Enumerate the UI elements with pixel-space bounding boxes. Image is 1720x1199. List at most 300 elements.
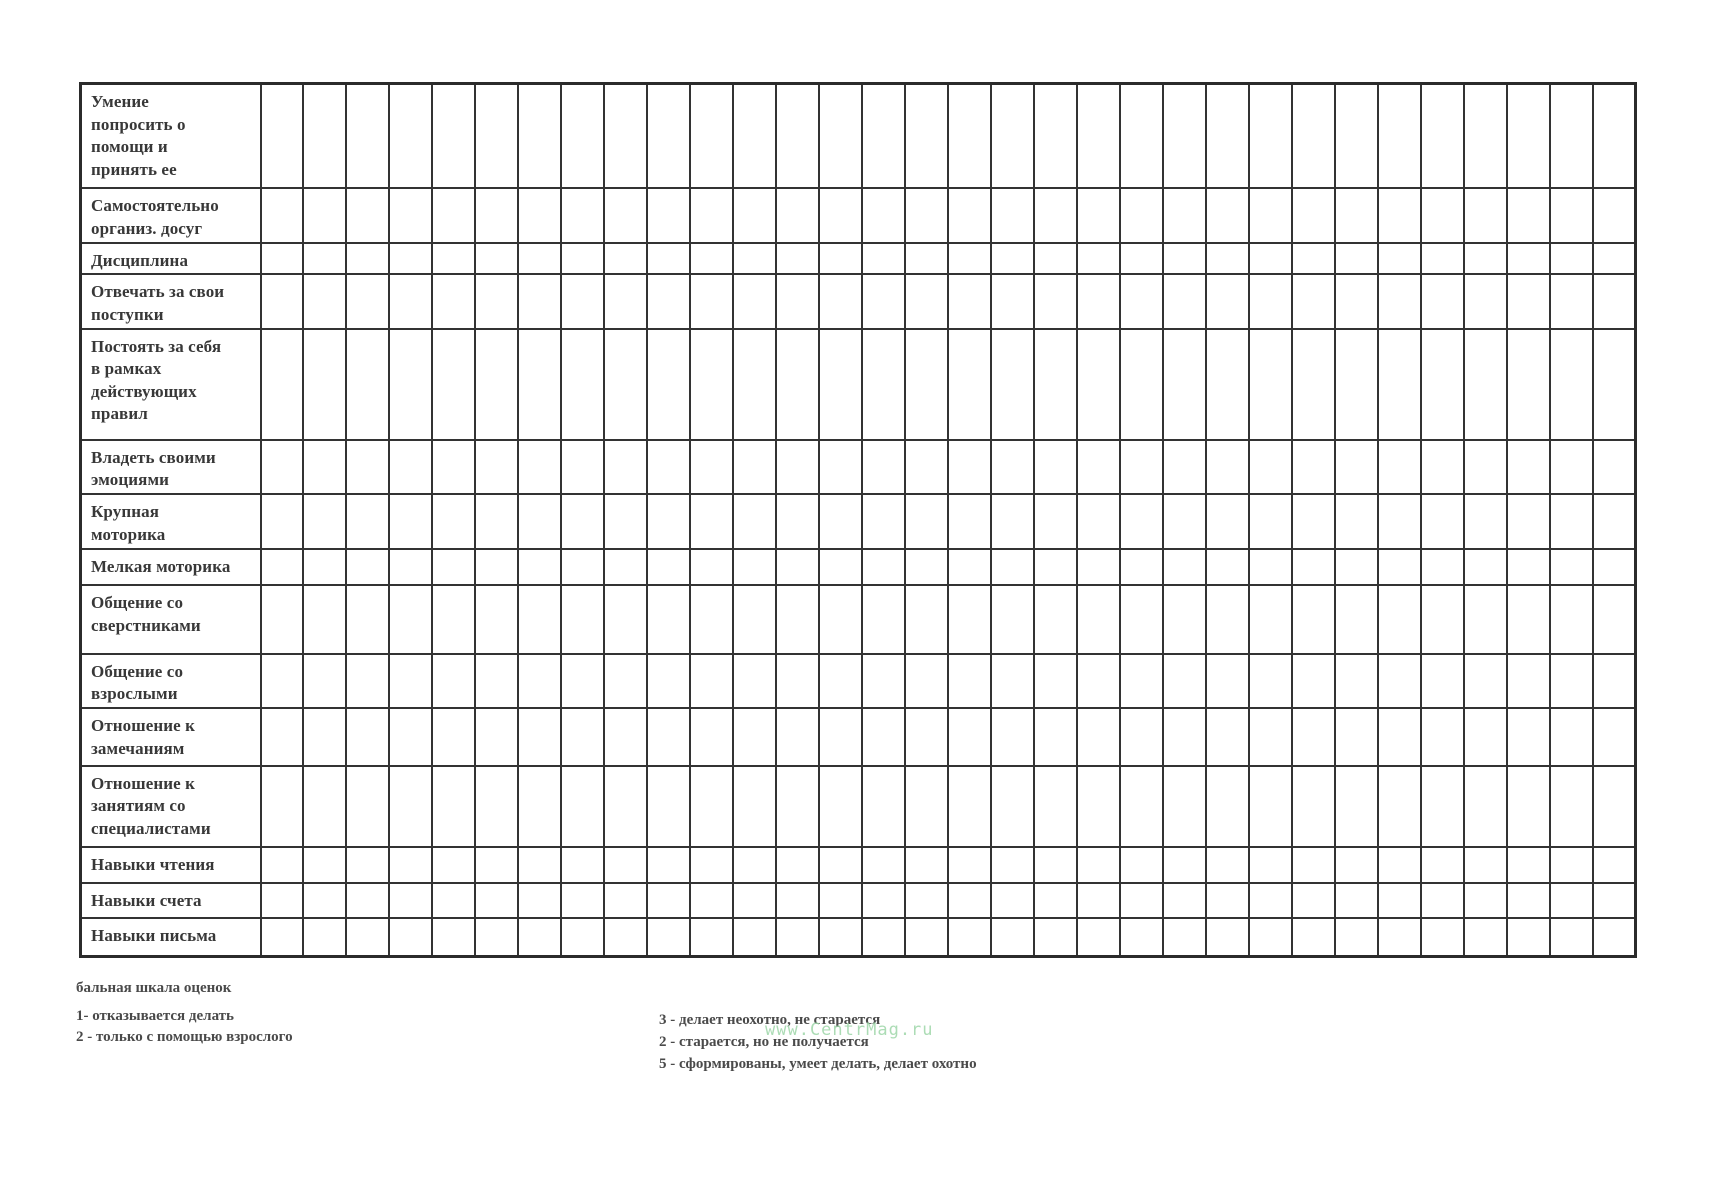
grid-cell[interactable]: [475, 243, 518, 274]
grid-cell[interactable]: [1163, 188, 1206, 242]
grid-cell[interactable]: [1593, 84, 1636, 189]
grid-cell[interactable]: [346, 585, 389, 654]
grid-cell[interactable]: [1292, 329, 1335, 440]
grid-cell[interactable]: [1593, 243, 1636, 274]
grid-cell[interactable]: [819, 654, 862, 708]
grid-cell[interactable]: [1120, 918, 1163, 957]
grid-cell[interactable]: [819, 766, 862, 848]
grid-cell[interactable]: [432, 585, 475, 654]
grid-cell[interactable]: [1335, 654, 1378, 708]
grid-cell[interactable]: [389, 918, 432, 957]
grid-cell[interactable]: [1120, 494, 1163, 548]
grid-cell[interactable]: [1034, 585, 1077, 654]
grid-cell[interactable]: [733, 274, 776, 328]
grid-cell[interactable]: [346, 847, 389, 882]
grid-cell[interactable]: [1421, 243, 1464, 274]
grid-cell[interactable]: [1593, 766, 1636, 848]
grid-cell[interactable]: [819, 883, 862, 918]
grid-cell[interactable]: [604, 847, 647, 882]
grid-cell[interactable]: [1292, 847, 1335, 882]
grid-cell[interactable]: [690, 440, 733, 494]
grid-cell[interactable]: [948, 84, 991, 189]
grid-cell[interactable]: [261, 766, 304, 848]
grid-cell[interactable]: [389, 549, 432, 585]
grid-cell[interactable]: [518, 654, 561, 708]
grid-cell[interactable]: [1550, 329, 1593, 440]
grid-cell[interactable]: [518, 585, 561, 654]
grid-cell[interactable]: [862, 188, 905, 242]
grid-cell[interactable]: [1421, 766, 1464, 848]
grid-cell[interactable]: [346, 708, 389, 766]
grid-cell[interactable]: [862, 84, 905, 189]
grid-cell[interactable]: [1077, 84, 1120, 189]
grid-cell[interactable]: [690, 243, 733, 274]
grid-cell[interactable]: [1507, 243, 1550, 274]
grid-cell[interactable]: [905, 84, 948, 189]
grid-cell[interactable]: [1292, 274, 1335, 328]
grid-cell[interactable]: [432, 847, 475, 882]
grid-cell[interactable]: [647, 329, 690, 440]
grid-cell[interactable]: [1550, 883, 1593, 918]
grid-cell[interactable]: [690, 549, 733, 585]
grid-cell[interactable]: [1077, 585, 1120, 654]
grid-cell[interactable]: [1206, 188, 1249, 242]
grid-cell[interactable]: [1464, 494, 1507, 548]
grid-cell[interactable]: [905, 847, 948, 882]
grid-cell[interactable]: [1507, 494, 1550, 548]
grid-cell[interactable]: [561, 766, 604, 848]
grid-cell[interactable]: [1163, 847, 1206, 882]
grid-cell[interactable]: [1120, 329, 1163, 440]
grid-cell[interactable]: [1292, 654, 1335, 708]
grid-cell[interactable]: [819, 84, 862, 189]
grid-cell[interactable]: [1378, 708, 1421, 766]
grid-cell[interactable]: [1120, 243, 1163, 274]
grid-cell[interactable]: [303, 188, 346, 242]
grid-cell[interactable]: [819, 494, 862, 548]
grid-cell[interactable]: [1507, 549, 1550, 585]
grid-cell[interactable]: [1464, 188, 1507, 242]
grid-cell[interactable]: [518, 494, 561, 548]
grid-cell[interactable]: [561, 440, 604, 494]
grid-cell[interactable]: [432, 883, 475, 918]
grid-cell[interactable]: [1593, 654, 1636, 708]
grid-cell[interactable]: [561, 918, 604, 957]
grid-cell[interactable]: [389, 440, 432, 494]
grid-cell[interactable]: [991, 708, 1034, 766]
grid-cell[interactable]: [1378, 329, 1421, 440]
grid-cell[interactable]: [905, 329, 948, 440]
grid-cell[interactable]: [1120, 883, 1163, 918]
grid-cell[interactable]: [1249, 549, 1292, 585]
grid-cell[interactable]: [389, 329, 432, 440]
grid-cell[interactable]: [1163, 918, 1206, 957]
grid-cell[interactable]: [690, 766, 733, 848]
grid-cell[interactable]: [475, 494, 518, 548]
grid-cell[interactable]: [604, 494, 647, 548]
grid-cell[interactable]: [905, 494, 948, 548]
grid-cell[interactable]: [862, 654, 905, 708]
grid-cell[interactable]: [991, 188, 1034, 242]
grid-cell[interactable]: [905, 440, 948, 494]
grid-cell[interactable]: [346, 918, 389, 957]
grid-cell[interactable]: [1077, 549, 1120, 585]
grid-cell[interactable]: [1077, 329, 1120, 440]
grid-cell[interactable]: [389, 708, 432, 766]
grid-cell[interactable]: [1249, 188, 1292, 242]
grid-cell[interactable]: [1077, 708, 1120, 766]
grid-cell[interactable]: [475, 274, 518, 328]
grid-cell[interactable]: [862, 329, 905, 440]
grid-cell[interactable]: [690, 883, 733, 918]
grid-cell[interactable]: [1464, 883, 1507, 918]
grid-cell[interactable]: [1593, 585, 1636, 654]
grid-cell[interactable]: [1550, 847, 1593, 882]
grid-cell[interactable]: [1421, 494, 1464, 548]
grid-cell[interactable]: [1378, 766, 1421, 848]
grid-cell[interactable]: [1034, 440, 1077, 494]
grid-cell[interactable]: [604, 84, 647, 189]
grid-cell[interactable]: [1421, 883, 1464, 918]
grid-cell[interactable]: [1206, 274, 1249, 328]
grid-cell[interactable]: [389, 494, 432, 548]
grid-cell[interactable]: [1507, 84, 1550, 189]
grid-cell[interactable]: [1292, 708, 1335, 766]
grid-cell[interactable]: [905, 243, 948, 274]
grid-cell[interactable]: [647, 440, 690, 494]
grid-cell[interactable]: [303, 440, 346, 494]
grid-cell[interactable]: [518, 918, 561, 957]
grid-cell[interactable]: [561, 243, 604, 274]
grid-cell[interactable]: [432, 243, 475, 274]
grid-cell[interactable]: [1593, 188, 1636, 242]
grid-cell[interactable]: [776, 585, 819, 654]
grid-cell[interactable]: [303, 847, 346, 882]
grid-cell[interactable]: [1464, 585, 1507, 654]
grid-cell[interactable]: [261, 549, 304, 585]
grid-cell[interactable]: [1034, 329, 1077, 440]
grid-cell[interactable]: [1249, 708, 1292, 766]
grid-cell[interactable]: [389, 243, 432, 274]
grid-cell[interactable]: [1077, 654, 1120, 708]
grid-cell[interactable]: [776, 847, 819, 882]
grid-cell[interactable]: [905, 766, 948, 848]
grid-cell[interactable]: [991, 243, 1034, 274]
grid-cell[interactable]: [303, 329, 346, 440]
grid-cell[interactable]: [518, 274, 561, 328]
grid-cell[interactable]: [1507, 847, 1550, 882]
grid-cell[interactable]: [905, 918, 948, 957]
grid-cell[interactable]: [1120, 84, 1163, 189]
grid-cell[interactable]: [1163, 766, 1206, 848]
grid-cell[interactable]: [1249, 494, 1292, 548]
grid-cell[interactable]: [1550, 243, 1593, 274]
grid-cell[interactable]: [1378, 654, 1421, 708]
grid-cell[interactable]: [1120, 188, 1163, 242]
grid-cell[interactable]: [862, 494, 905, 548]
grid-cell[interactable]: [261, 188, 304, 242]
grid-cell[interactable]: [1249, 918, 1292, 957]
grid-cell[interactable]: [1077, 766, 1120, 848]
grid-cell[interactable]: [991, 766, 1034, 848]
grid-cell[interactable]: [1034, 494, 1077, 548]
grid-cell[interactable]: [1206, 329, 1249, 440]
grid-cell[interactable]: [647, 585, 690, 654]
grid-cell[interactable]: [303, 708, 346, 766]
grid-cell[interactable]: [733, 918, 776, 957]
grid-cell[interactable]: [862, 585, 905, 654]
grid-cell[interactable]: [948, 329, 991, 440]
grid-cell[interactable]: [432, 918, 475, 957]
grid-cell[interactable]: [1163, 883, 1206, 918]
grid-cell[interactable]: [690, 188, 733, 242]
grid-cell[interactable]: [1034, 188, 1077, 242]
grid-cell[interactable]: [819, 847, 862, 882]
grid-cell[interactable]: [1206, 766, 1249, 848]
grid-cell[interactable]: [604, 440, 647, 494]
grid-cell[interactable]: [1292, 440, 1335, 494]
grid-cell[interactable]: [1378, 243, 1421, 274]
grid-cell[interactable]: [948, 708, 991, 766]
grid-cell[interactable]: [1292, 188, 1335, 242]
grid-cell[interactable]: [647, 847, 690, 882]
grid-cell[interactable]: [776, 918, 819, 957]
grid-cell[interactable]: [1335, 766, 1378, 848]
grid-cell[interactable]: [1464, 847, 1507, 882]
grid-cell[interactable]: [690, 585, 733, 654]
grid-cell[interactable]: [475, 918, 518, 957]
grid-cell[interactable]: [1249, 274, 1292, 328]
grid-cell[interactable]: [1249, 84, 1292, 189]
grid-cell[interactable]: [905, 188, 948, 242]
grid-cell[interactable]: [1593, 549, 1636, 585]
grid-cell[interactable]: [819, 585, 862, 654]
grid-cell[interactable]: [1593, 883, 1636, 918]
grid-cell[interactable]: [647, 766, 690, 848]
grid-cell[interactable]: [733, 440, 776, 494]
grid-cell[interactable]: [1335, 585, 1378, 654]
grid-cell[interactable]: [303, 274, 346, 328]
grid-cell[interactable]: [346, 188, 389, 242]
grid-cell[interactable]: [346, 883, 389, 918]
grid-cell[interactable]: [1550, 549, 1593, 585]
grid-cell[interactable]: [1163, 84, 1206, 189]
grid-cell[interactable]: [303, 243, 346, 274]
grid-cell[interactable]: [1163, 708, 1206, 766]
grid-cell[interactable]: [776, 766, 819, 848]
grid-cell[interactable]: [1206, 847, 1249, 882]
grid-cell[interactable]: [561, 883, 604, 918]
grid-cell[interactable]: [1335, 708, 1378, 766]
grid-cell[interactable]: [303, 84, 346, 189]
grid-cell[interactable]: [561, 847, 604, 882]
grid-cell[interactable]: [1206, 708, 1249, 766]
grid-cell[interactable]: [475, 188, 518, 242]
grid-cell[interactable]: [1378, 188, 1421, 242]
grid-cell[interactable]: [819, 188, 862, 242]
grid-cell[interactable]: [518, 188, 561, 242]
grid-cell[interactable]: [561, 585, 604, 654]
grid-cell[interactable]: [1249, 585, 1292, 654]
grid-cell[interactable]: [1507, 766, 1550, 848]
grid-cell[interactable]: [1249, 883, 1292, 918]
grid-cell[interactable]: [905, 708, 948, 766]
grid-cell[interactable]: [1378, 549, 1421, 585]
grid-cell[interactable]: [862, 766, 905, 848]
grid-cell[interactable]: [1593, 329, 1636, 440]
grid-cell[interactable]: [389, 84, 432, 189]
grid-cell[interactable]: [1507, 440, 1550, 494]
grid-cell[interactable]: [1163, 243, 1206, 274]
grid-cell[interactable]: [1034, 766, 1077, 848]
grid-cell[interactable]: [1163, 585, 1206, 654]
grid-cell[interactable]: [733, 84, 776, 189]
grid-cell[interactable]: [776, 708, 819, 766]
grid-cell[interactable]: [1077, 440, 1120, 494]
grid-cell[interactable]: [1335, 329, 1378, 440]
grid-cell[interactable]: [604, 188, 647, 242]
grid-cell[interactable]: [518, 243, 561, 274]
grid-cell[interactable]: [432, 274, 475, 328]
grid-cell[interactable]: [991, 585, 1034, 654]
grid-cell[interactable]: [862, 274, 905, 328]
grid-cell[interactable]: [776, 883, 819, 918]
grid-cell[interactable]: [261, 243, 304, 274]
grid-cell[interactable]: [647, 243, 690, 274]
grid-cell[interactable]: [1249, 329, 1292, 440]
grid-cell[interactable]: [647, 883, 690, 918]
grid-cell[interactable]: [991, 494, 1034, 548]
grid-cell[interactable]: [991, 654, 1034, 708]
grid-cell[interactable]: [1378, 585, 1421, 654]
grid-cell[interactable]: [776, 440, 819, 494]
grid-cell[interactable]: [389, 654, 432, 708]
grid-cell[interactable]: [475, 549, 518, 585]
grid-cell[interactable]: [1163, 494, 1206, 548]
grid-cell[interactable]: [1378, 883, 1421, 918]
grid-cell[interactable]: [948, 918, 991, 957]
grid-cell[interactable]: [475, 708, 518, 766]
grid-cell[interactable]: [1421, 847, 1464, 882]
grid-cell[interactable]: [346, 654, 389, 708]
grid-cell[interactable]: [1335, 918, 1378, 957]
grid-cell[interactable]: [1077, 494, 1120, 548]
grid-cell[interactable]: [690, 494, 733, 548]
grid-cell[interactable]: [1249, 654, 1292, 708]
grid-cell[interactable]: [518, 549, 561, 585]
grid-cell[interactable]: [261, 494, 304, 548]
grid-cell[interactable]: [862, 883, 905, 918]
grid-cell[interactable]: [647, 918, 690, 957]
grid-cell[interactable]: [733, 708, 776, 766]
grid-cell[interactable]: [1507, 708, 1550, 766]
grid-cell[interactable]: [1292, 918, 1335, 957]
grid-cell[interactable]: [1206, 440, 1249, 494]
grid-cell[interactable]: [1335, 84, 1378, 189]
grid-cell[interactable]: [1335, 274, 1378, 328]
grid-cell[interactable]: [303, 766, 346, 848]
grid-cell[interactable]: [1421, 918, 1464, 957]
grid-cell[interactable]: [862, 549, 905, 585]
grid-cell[interactable]: [1421, 84, 1464, 189]
grid-cell[interactable]: [733, 243, 776, 274]
grid-cell[interactable]: [1249, 243, 1292, 274]
grid-cell[interactable]: [346, 329, 389, 440]
grid-cell[interactable]: [1550, 188, 1593, 242]
grid-cell[interactable]: [1077, 847, 1120, 882]
grid-cell[interactable]: [1421, 329, 1464, 440]
grid-cell[interactable]: [1292, 243, 1335, 274]
grid-cell[interactable]: [1249, 440, 1292, 494]
grid-cell[interactable]: [1206, 883, 1249, 918]
grid-cell[interactable]: [776, 494, 819, 548]
grid-cell[interactable]: [561, 329, 604, 440]
grid-cell[interactable]: [1464, 708, 1507, 766]
grid-cell[interactable]: [518, 329, 561, 440]
grid-cell[interactable]: [1593, 918, 1636, 957]
grid-cell[interactable]: [1120, 585, 1163, 654]
grid-cell[interactable]: [1120, 274, 1163, 328]
grid-cell[interactable]: [1378, 847, 1421, 882]
grid-cell[interactable]: [1249, 766, 1292, 848]
grid-cell[interactable]: [647, 654, 690, 708]
grid-cell[interactable]: [905, 585, 948, 654]
grid-cell[interactable]: [561, 708, 604, 766]
grid-cell[interactable]: [1120, 549, 1163, 585]
grid-cell[interactable]: [1464, 918, 1507, 957]
grid-cell[interactable]: [776, 84, 819, 189]
grid-cell[interactable]: [1507, 274, 1550, 328]
grid-cell[interactable]: [604, 708, 647, 766]
grid-cell[interactable]: [261, 84, 304, 189]
grid-cell[interactable]: [561, 274, 604, 328]
grid-cell[interactable]: [604, 585, 647, 654]
grid-cell[interactable]: [1292, 84, 1335, 189]
grid-cell[interactable]: [733, 585, 776, 654]
grid-cell[interactable]: [991, 440, 1034, 494]
grid-cell[interactable]: [948, 243, 991, 274]
grid-cell[interactable]: [1464, 440, 1507, 494]
grid-cell[interactable]: [776, 654, 819, 708]
grid-cell[interactable]: [1421, 654, 1464, 708]
grid-cell[interactable]: [1507, 883, 1550, 918]
grid-cell[interactable]: [1206, 243, 1249, 274]
grid-cell[interactable]: [1464, 243, 1507, 274]
grid-cell[interactable]: [1335, 549, 1378, 585]
grid-cell[interactable]: [776, 188, 819, 242]
grid-cell[interactable]: [346, 766, 389, 848]
grid-cell[interactable]: [905, 654, 948, 708]
grid-cell[interactable]: [690, 84, 733, 189]
grid-cell[interactable]: [1550, 274, 1593, 328]
grid-cell[interactable]: [1593, 847, 1636, 882]
grid-cell[interactable]: [647, 708, 690, 766]
grid-cell[interactable]: [303, 549, 346, 585]
grid-cell[interactable]: [604, 329, 647, 440]
grid-cell[interactable]: [604, 274, 647, 328]
grid-cell[interactable]: [303, 654, 346, 708]
grid-cell[interactable]: [346, 243, 389, 274]
grid-cell[interactable]: [991, 549, 1034, 585]
grid-cell[interactable]: [604, 918, 647, 957]
grid-cell[interactable]: [690, 329, 733, 440]
grid-cell[interactable]: [1292, 766, 1335, 848]
grid-cell[interactable]: [1034, 654, 1077, 708]
grid-cell[interactable]: [1335, 243, 1378, 274]
grid-cell[interactable]: [733, 654, 776, 708]
grid-cell[interactable]: [303, 918, 346, 957]
grid-cell[interactable]: [475, 585, 518, 654]
